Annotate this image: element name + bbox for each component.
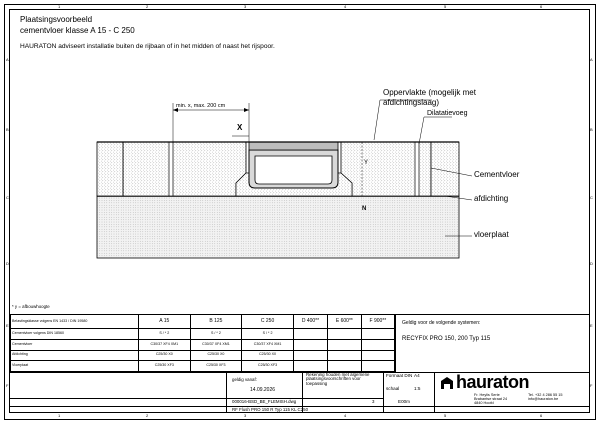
table-row — [11, 329, 395, 340]
zone-left-f: F — [6, 383, 9, 388]
scale-value: 1:5 — [414, 386, 421, 391]
table-row — [11, 350, 395, 361]
drawing-title: Plaatsingsvoorbeeld — [20, 15, 93, 24]
drawing-version: 3 — [372, 399, 375, 404]
installation-advice: HAURATON adviseert installatie buiten de rijbaan of in het midden of naast het rijspoor. — [20, 43, 275, 50]
zone-right-a: A — [590, 57, 593, 62]
zone-left-d: D — [6, 261, 9, 266]
cement-floor-left — [123, 142, 246, 196]
class-a15: A 15 — [139, 315, 191, 329]
zone-left-b: B — [6, 127, 9, 132]
address-line-1: Fr. Heylis Serie — [474, 393, 500, 397]
zone-right-c: C — [590, 195, 593, 200]
class-f900: F 900** — [361, 315, 394, 329]
class-e600: E 600** — [328, 315, 362, 329]
email: info@hauraton.be — [528, 397, 559, 401]
zone-top-6: 6 — [540, 4, 543, 9]
distance-dimension: min. x, max. 200 cm — [176, 103, 226, 109]
zone-bottom-6: 6 — [540, 413, 543, 418]
row-label: Afdichting — [11, 350, 139, 361]
label-cement-floor: Cementvloer — [474, 170, 520, 179]
zone-bottom-2: 2 — [146, 413, 149, 418]
phone: Tel. +32 4 286 55 15 — [528, 393, 563, 397]
table-cell: C25/30 XF3 — [190, 361, 242, 372]
titleblock-row-line — [10, 398, 383, 399]
table-cell — [293, 350, 327, 361]
table-cell: S / * 2 — [190, 329, 242, 340]
table-cell — [293, 361, 327, 372]
table-cell — [361, 350, 394, 361]
zone-bottom-3: 3 — [244, 413, 247, 418]
table-cell: S / * 2 — [139, 329, 191, 340]
table-cell — [328, 329, 362, 340]
zone-right-d: D — [590, 261, 593, 266]
scale-label: schaal — [386, 386, 400, 391]
zone-top-2: 2 — [146, 4, 149, 9]
general-note: Rekening houden met algemene plaatsingsvoorschriften voor toepassing — [306, 372, 370, 386]
row-label: Vloerplaat — [11, 361, 139, 372]
label-floor-plate: vloerplaat — [474, 230, 509, 239]
zone-left-c: C — [6, 195, 9, 200]
table-cell — [328, 339, 362, 350]
floor-plate — [97, 196, 459, 258]
label-expansion-joint: Dilatatievoeg — [427, 110, 468, 117]
zone-top-1: 1 — [58, 4, 61, 9]
format-value: A4 — [414, 373, 420, 378]
label-surface-2: afdichtingslaag) — [383, 98, 440, 107]
zone-top-3: 3 — [244, 4, 247, 9]
validity-title: Geldig voor de volgende systemen: — [402, 320, 481, 326]
table-cell: C25/30 X0 — [139, 350, 191, 361]
zone-left-e: E — [6, 323, 9, 328]
table-cell — [361, 329, 394, 340]
class-c250: C 250 — [242, 315, 294, 329]
drawing-code: 000016-BSD_BE_FLEMISH.dwg — [232, 399, 297, 404]
table-cell — [361, 339, 394, 350]
table-cell: C30/37 XF4 XM1 — [242, 339, 294, 350]
zone-bottom-1: 1 — [58, 413, 61, 418]
zone-bottom-4: 4 — [344, 413, 347, 418]
table-header-label: Belastingsklasse volgens EN 1433 / DIN 19580 — [11, 315, 139, 329]
expansion-joint-left — [169, 142, 173, 196]
valid-from-label: geldig vanaf: — [232, 377, 257, 382]
table-cell — [328, 361, 362, 372]
label-surface: Oppervlakte (mogelijk met — [383, 88, 476, 97]
zone-left-a: A — [6, 57, 9, 62]
class-b125: B 125 — [190, 315, 242, 329]
y-marker: Y — [364, 160, 369, 166]
table-cell: C30/37 XF4 XM1 — [190, 339, 242, 350]
load-class-table — [10, 314, 395, 372]
zone-top-4: 4 — [344, 4, 347, 9]
zone-right-e: E — [590, 323, 593, 328]
footer-title: RF Flush PRO 150 R Typ 115 KL C250 — [232, 407, 309, 412]
brand-logo: hauraton — [456, 372, 530, 392]
hauraton-logo-icon — [440, 376, 454, 390]
expansion-joint-right — [415, 142, 419, 196]
address-line-3: 4840 Hoofd — [474, 401, 494, 405]
n-marker: N — [362, 206, 367, 212]
class-d400: D 400** — [293, 315, 327, 329]
drawing-subtitle: cementvloer klasse A 15 - C 250 — [20, 26, 135, 35]
zone-right-b: B — [590, 127, 593, 132]
table-row — [11, 339, 395, 350]
edge-slab-left — [97, 142, 123, 196]
table-cell: C25/30 X0 — [242, 350, 294, 361]
table-cell — [328, 350, 362, 361]
table-cell: S / * 2 — [242, 329, 294, 340]
zone-bottom-5: 5 — [444, 413, 447, 418]
zone-right-f: F — [590, 383, 593, 388]
table-cell — [293, 329, 327, 340]
validity-system: RECYFIX PRO 150, 200 Typ 115 — [402, 336, 491, 342]
table-cell: C25/30 X0 — [190, 350, 242, 361]
table-cell: C25/30 XF3 — [139, 361, 191, 372]
x-marker: X — [237, 123, 243, 132]
channel-inner — [255, 156, 332, 184]
zone-top-5: 5 — [444, 4, 447, 9]
table-cell — [361, 361, 394, 372]
channel-grating — [249, 142, 338, 150]
format-label: Formaat DIN — [386, 373, 413, 378]
footnote: * y = afbouwhoogte — [12, 304, 50, 309]
address-line-2: Brabantse straat 24 — [474, 397, 508, 401]
table-cell: C25/30 XF3 — [242, 361, 294, 372]
row-label: Cementvloer volgens DIN 18560 — [11, 329, 139, 340]
size-value: E00m — [398, 399, 411, 404]
table-row — [11, 361, 395, 372]
label-sealing: afdichting — [474, 194, 509, 203]
row-label: Cementvloer — [11, 339, 139, 350]
table-cell — [293, 339, 327, 350]
table-cell: C30/37 XF4 XM1 — [139, 339, 191, 350]
valid-from-date: 14.09.2026 — [250, 387, 276, 393]
